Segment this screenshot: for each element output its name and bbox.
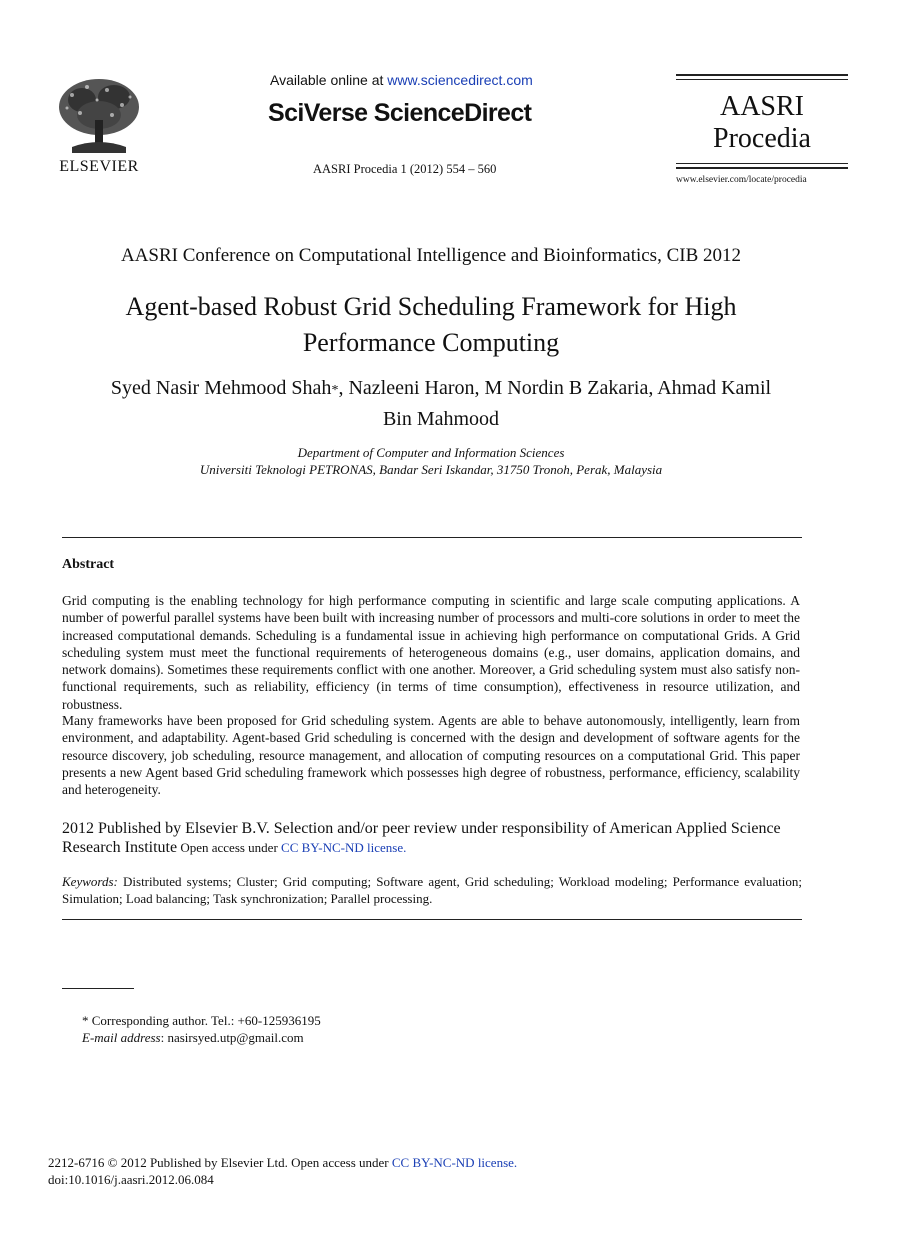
journal-rule-bottom <box>676 167 848 169</box>
abstract-paragraph-2: Many frameworks have been proposed for Grid scheduling system. Agents are able to behave autonomously, intelligently, learn from environment, and adaptability. Agent-based Grid scheduling is concerned with the design and development of software agents for the resource discovery, job scheduling, resource management, and allocation of computing resources on a computational Grid. This paper presents a new Agent based Grid scheduling framework which possesses high degree of robustness, performance, efficiency, scalability and heterogeneity. <box>62 713 800 798</box>
copyright-text: 2012 Published by Elsevier B.V. Selection and/or peer review under responsibility of American Applied Science Research Institute <box>62 820 781 856</box>
elsevier-wordmark: ELSEVIER <box>59 158 139 175</box>
open-access-text: Open access under <box>177 840 282 855</box>
license-link[interactable]: CC BY-NC-ND license. <box>281 840 407 855</box>
abstract-rule-bottom <box>62 919 802 920</box>
footnotes <box>82 1012 321 1046</box>
abstract-rule-top <box>62 537 802 538</box>
email-address: : nasirsyed.utp@gmail.com <box>160 1030 304 1045</box>
journal-name-line2: Procedia <box>713 123 811 154</box>
doi: doi:10.1016/j.aasri.2012.06.084 <box>48 1172 214 1187</box>
journal-rule-top-thin <box>676 79 848 80</box>
conference-name: AASRI Conference on Computational Intelligence and Bioinformatics, CIB 2012 <box>120 245 741 266</box>
corresponding-author: * Corresponding author. Tel.: +60-125936195 <box>82 1013 321 1028</box>
bottom-license-link[interactable]: CC BY-NC-ND license. <box>391 1155 518 1170</box>
authors-line1 <box>60 374 822 405</box>
affiliation <box>60 444 802 478</box>
abstract-heading: Abstract <box>62 557 115 572</box>
available-online <box>270 72 533 88</box>
journal-name <box>676 91 848 155</box>
footnote-rule <box>62 988 134 989</box>
email-line <box>82 1029 321 1046</box>
copyright-statement <box>62 819 802 857</box>
affiliation-department: Department of Computer and Information Sciences <box>297 445 565 460</box>
available-prefix: Available online at <box>270 72 388 88</box>
journal-name-line1: AASRI <box>719 91 804 122</box>
keywords-list: Distributed systems; Cluster; Grid computing; Software agent, Grid scheduling; Workload modeling; Performance evaluation; Simulation; Load balancing; Task synchronization; Parallel processing. <box>62 874 802 906</box>
journal-rule-bottom-thin <box>676 163 848 164</box>
issn-doi-block <box>48 1154 517 1188</box>
journal-url[interactable]: www.elsevier.com/locate/procedia <box>676 175 807 185</box>
journal-rule-top <box>676 74 848 76</box>
corresponding-star: * <box>331 383 339 398</box>
paper-title <box>40 289 822 361</box>
paper-title-line2: Performance Computing <box>302 328 560 357</box>
authors-line2: Bin Mahmood <box>382 408 500 430</box>
abstract-paragraph-1: Grid computing is the enabling technology for high performance computing in scientific and large scale computing applications. A number of powerful parallel systems have been built with increasing number of processors and multi-core solutions in order to meet the increased computational demands. Scheduling is a fundamental issue in achieving high performance on computational Grids. A Grid scheduling system must meet the functional requirements of heterogeneous domains (e.g., user domains, application domains, and network domains). Sometimes these requirements conflict with one another. Moreover, a Grid scheduling system must also satisfy non-functional requirements, such as reliability, efficiency (in terms of time consumption), effectiveness in resource utilization, and robustness. <box>62 593 800 712</box>
keywords-label: Keywords: <box>62 874 118 889</box>
sciverse-sciencedirect-logo: SciVerse ScienceDirect <box>268 99 532 127</box>
journal-reference: AASRI Procedia 1 (2012) 554 – 560 <box>313 162 497 176</box>
authors <box>60 374 822 433</box>
paper-title-line1: Agent-based Robust Grid Scheduling Framework for High <box>125 292 737 321</box>
bottom-open-access: Open access under <box>287 1155 392 1170</box>
issn-line <box>48 1154 517 1171</box>
author-first: Syed Nasir Mehmood Shah <box>110 377 332 399</box>
authors-rest: , Nazleeni Haron, M Nordin B Zakaria, Ahmad Kamil <box>338 377 772 399</box>
sciencedirect-link[interactable]: www.sciencedirect.com <box>387 72 533 88</box>
keywords <box>62 873 802 907</box>
affiliation-university: Universiti Teknologi PETRONAS, Bandar Seri Iskandar, 31750 Tronoh, Perak, Malaysia <box>199 462 663 477</box>
email-label: E-mail address <box>82 1030 161 1045</box>
issn-text: 2212-6716 © 2012 Published by Elsevier Ltd. <box>48 1155 288 1170</box>
